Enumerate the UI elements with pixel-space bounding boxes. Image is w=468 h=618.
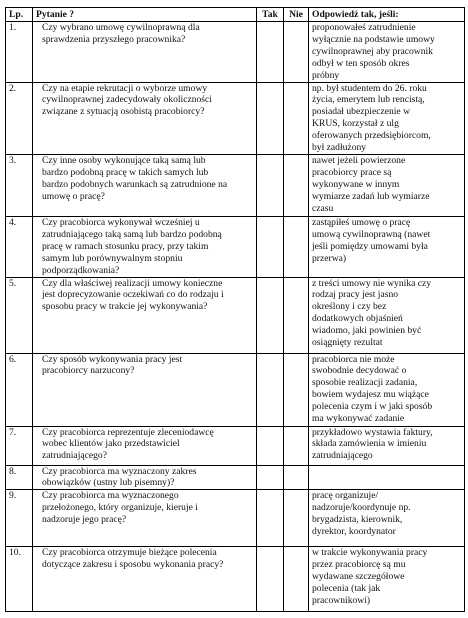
table-row (6, 465, 465, 490)
question-cell (33, 426, 257, 465)
yes-checkbox-cell[interactable] (257, 490, 284, 547)
answer-condition-cell (309, 82, 465, 154)
yes-checkbox-cell[interactable] (257, 277, 284, 353)
no-checkbox-cell[interactable] (284, 547, 309, 612)
row-number (6, 82, 33, 154)
table-row (6, 82, 465, 154)
question-cell-text: Czy pracobiorca wykonywał wcześniej u zatrudniającego taką samą lub bardzo podobną pracę w ramach stosunku pracy, przy takim samym lub porównywalnym stopniu podporządkowania? (42, 216, 222, 276)
yes-checkbox-cell[interactable] (257, 216, 284, 277)
question-cell (33, 82, 257, 154)
yes-checkbox-cell[interactable] (257, 22, 284, 83)
row-number-text: 7. (9, 426, 17, 438)
row-number (6, 277, 33, 353)
row-number (6, 22, 33, 83)
answer-condition-cell (309, 154, 465, 216)
row-number (6, 154, 33, 216)
answer-condition-cell-text: z treści umowy nie wynika czy rodzaj pracy jest jasno określony i czy bez dodatkowych objaśnień wiadomo, jaki powinien być osiągnięty rezultat (312, 277, 432, 349)
question-cell-text: Czy pracobiorca ma wyznaczonego przełożonego, który organizuje, kieruje i nadzoruje jego pracę? (42, 490, 198, 526)
yes-checkbox-cell[interactable] (257, 547, 284, 612)
no-checkbox-cell[interactable] (284, 465, 309, 490)
answer-condition-cell (309, 216, 465, 277)
answer-condition-cell-text: pracę organizuje/ nadzoruje/koordynuje np. brygadzista, kierownik, dyrektor, koordynator (312, 490, 411, 538)
answer-condition-cell (309, 277, 465, 353)
table-header-row (6, 8, 465, 22)
question-cell-text: Czy pracobiorca ma wyznaczony zakres obowiązków (ustny lub pisemny)? (42, 465, 197, 489)
table-row (6, 277, 465, 353)
header-no: Nie (284, 8, 309, 22)
row-number (6, 547, 33, 612)
table-body (6, 22, 465, 612)
question-cell (33, 154, 257, 216)
answer-condition-cell-text: w trakcie wykonywania pracy przez pracobiorcę są mu wydawane szczegółowe polecenia (tak jak pracownikowi) (312, 547, 428, 606)
table-row (6, 216, 465, 277)
question-cell (33, 277, 257, 353)
row-number-text: 8. (9, 465, 17, 477)
table-row (6, 426, 465, 465)
table-row (6, 353, 465, 426)
row-number (6, 465, 33, 490)
table-row (6, 154, 465, 216)
question-cell-text: Czy dla właściwej realizacji umowy konieczne jest doprecyzowanie oczekiwań co do rodzaju i sposobu pracy w trakcie jej wykonywania? (42, 277, 224, 313)
row-number-text: 10. (9, 547, 21, 559)
answer-condition-cell (309, 547, 465, 612)
answer-condition-cell-text: zastąpiłeś umowę o pracę umową cywilnoprawną (nawet jeśli pomiędzy umowami była przerwa) (312, 216, 431, 264)
row-number (6, 353, 33, 426)
answer-condition-cell-text: np. był studentem do 26. roku życia, emerytem lub rencistą, posiadał ubezpieczenie w KRUS, korzystał z ulg oferowanych przedsiębiorcom, był zadłużony (312, 82, 431, 154)
no-checkbox-cell[interactable] (284, 216, 309, 277)
answer-condition-cell-text: proponowałeś zatrudnienie wyłącznie na podstawie umowy cywilnoprawnej aby pracownik odbył w ten sposób okres próbny (312, 22, 435, 81)
document-page (5, 7, 464, 612)
row-number (6, 490, 33, 547)
answer-condition-cell (309, 490, 465, 547)
no-checkbox-cell[interactable] (284, 154, 309, 216)
question-cell-text: Czy inne osoby wykonujące taką samą lub bardzo podobną pracę w takich samych lub bardzo podobnych warunkach są zatrudnione na umowę o pracę? (42, 154, 228, 202)
answer-condition-cell (309, 426, 465, 465)
yes-checkbox-cell[interactable] (257, 353, 284, 426)
question-cell-text: Czy wybrano umowę cywilnoprawną dla sprawdzenia przyszłego pracownika? (42, 22, 200, 45)
row-number-text: 3. (9, 154, 17, 166)
no-checkbox-cell[interactable] (284, 426, 309, 465)
yes-checkbox-cell[interactable] (257, 465, 284, 490)
answer-condition-cell-text: nawet jeżeli powierzone pracobiorcy prace są wykonywane w innym wymiarze zadań lub wymiarze czasu (312, 154, 430, 214)
table-row (6, 22, 465, 83)
row-number-text: 1. (9, 22, 17, 33)
answer-condition-cell-text: przykładowo wystawia faktury, składa zamówienia w imieniu zatrudniającego (312, 426, 433, 462)
question-cell-text: Czy na etapie rekrutacji o wyborze umowy cywilnoprawnej zadecydowały okoliczności związane z sytuacją osobistą pracobiorcy? (42, 82, 212, 118)
row-number-text: 2. (9, 82, 17, 94)
question-cell-text: Czy pracobiorca reprezentuje zleceniodawcę wobec klientów jako przedstawiciel zatrudniającego? (42, 426, 214, 462)
row-number-text: 4. (9, 216, 17, 228)
row-number-text: 9. (9, 490, 17, 502)
yes-checkbox-cell[interactable] (257, 426, 284, 465)
no-checkbox-cell[interactable] (284, 353, 309, 426)
question-cell (33, 490, 257, 547)
answer-condition-cell-text: pracobiorca nie może swobodnie decydować o sposobie realizacji zadania, bowiem wydajesz mu wiążące polecenia czym i w jaki sposób ma wykonywać zadanie (312, 353, 433, 425)
header-answer: Odpowiedź tak, jeśli: (309, 8, 465, 22)
answer-condition-cell (309, 465, 465, 490)
question-cell (33, 22, 257, 83)
row-number (6, 216, 33, 277)
row-number-text: 5. (9, 277, 17, 289)
question-cell-text: Czy sposób wykonywania pracy jest pracobiorcy narzucony? (42, 353, 183, 377)
header-question: Pytanie ? (33, 8, 257, 22)
question-cell (33, 353, 257, 426)
no-checkbox-cell[interactable] (284, 22, 309, 83)
question-cell-text: Czy pracobiorca otrzymuje bieżące polecenia dotyczące zakresu i sposobu wykonania pracy? (42, 547, 224, 571)
header-yes: Tak (257, 8, 284, 22)
no-checkbox-cell[interactable] (284, 490, 309, 547)
row-number (6, 426, 33, 465)
table-row (6, 490, 465, 547)
checklist-table (5, 7, 465, 612)
question-cell (33, 465, 257, 490)
table-row (6, 547, 465, 612)
answer-condition-cell (309, 353, 465, 426)
answer-condition-cell (309, 22, 465, 83)
no-checkbox-cell[interactable] (284, 82, 309, 154)
no-checkbox-cell[interactable] (284, 277, 309, 353)
yes-checkbox-cell[interactable] (257, 154, 284, 216)
question-cell (33, 216, 257, 277)
header-lp: Lp. (6, 8, 33, 22)
row-number-text: 6. (9, 353, 17, 365)
yes-checkbox-cell[interactable] (257, 82, 284, 154)
question-cell (33, 547, 257, 612)
